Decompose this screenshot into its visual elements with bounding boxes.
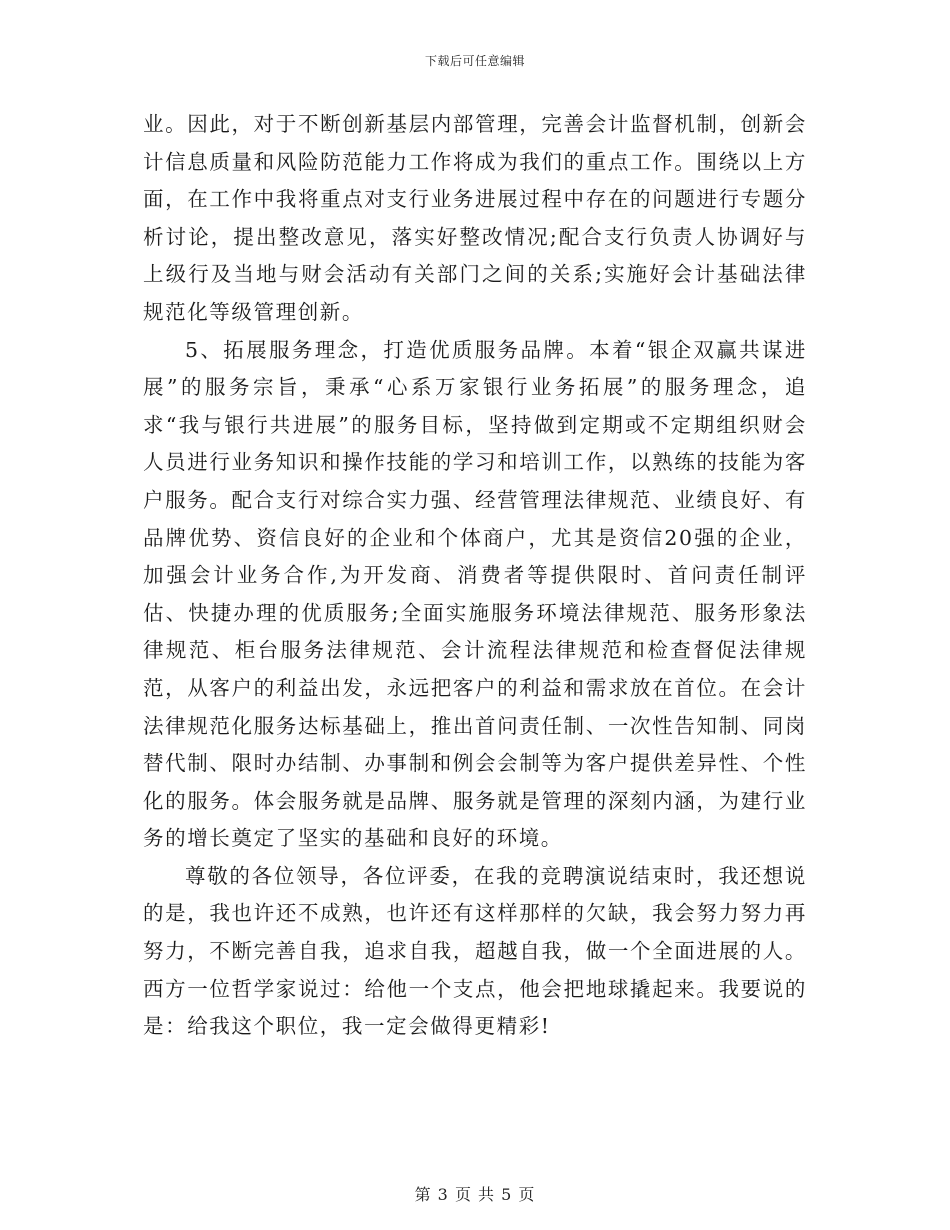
paragraph-service-brand: 5、拓展服务理念，打造优质服务品牌。本着“银企双赢共谋进展”的服务宗旨，秉承“心系万家银行业务拓展”的服务理念，追求“我与银行共进展”的服务目标，坚持做到定期或不定期组织财会人员进行业务知识和操作技能的学习和培训工作，以熟练的技能为客户服务。配合支行对综合实力强、经营管理法律规范、业绩良好、有品牌优势、资信良好的企业和个体商户，尤其是资信20强的企业，加强会计业务合作,为开发商、消费者等提供限时、首问责任制评估、快捷办理的优质服务;全面实施服务环境法律规范、服务形象法律规范、柜台服务法律规范、会计流程法律规范和检查督促法律规范，从客户的利益出发，永远把客户的利益和需求放在首位。在会计法律规范化服务达标基础上，推出首问责任制、一次性告知制、同岗替代制、限时办结制、办事制和例会会制等为客户提供差异性、个性化的服务。体会服务就是品牌、服务就是管理的深刻内涵，为建行业务的增长奠定了坚实的基础和良好的环境。 — [143, 337, 807, 851]
page-header: 下载后可任意编辑 — [424, 54, 525, 68]
document-body — [143, 106, 807, 1046]
paragraph-closing: 尊敬的各位领导，各位评委，在我的竞聘演说结束时，我还想说的是，我也许还不成熟，也许还有这样那样的欠缺，我会努力努力再努力，不断完善自我，追求自我，超越自我，做一个全面进展的人。西方一位哲学家说过：给他一个支点，他会把地球撬起来。我要说的是：给我这个职位，我一定会做得更精彩! — [143, 863, 807, 1039]
page-number-footer: 第 3 页 共 5 页 — [414, 1185, 536, 1204]
paragraph-continuation: 业。因此，对于不断创新基层内部管理，完善会计监督机制，创新会计信息质量和风险防范能力工作将成为我们的重点工作。围绕以上方面，在工作中我将重点对支行业务进展过程中存在的问题进行专题分析讨论，提出整改意见，落实好整改情况;配合支行负责人协调好与上级行及当地与财会活动有关部门之间的关系;实施好会计基础法律规范化等级管理创新。 — [143, 112, 807, 324]
